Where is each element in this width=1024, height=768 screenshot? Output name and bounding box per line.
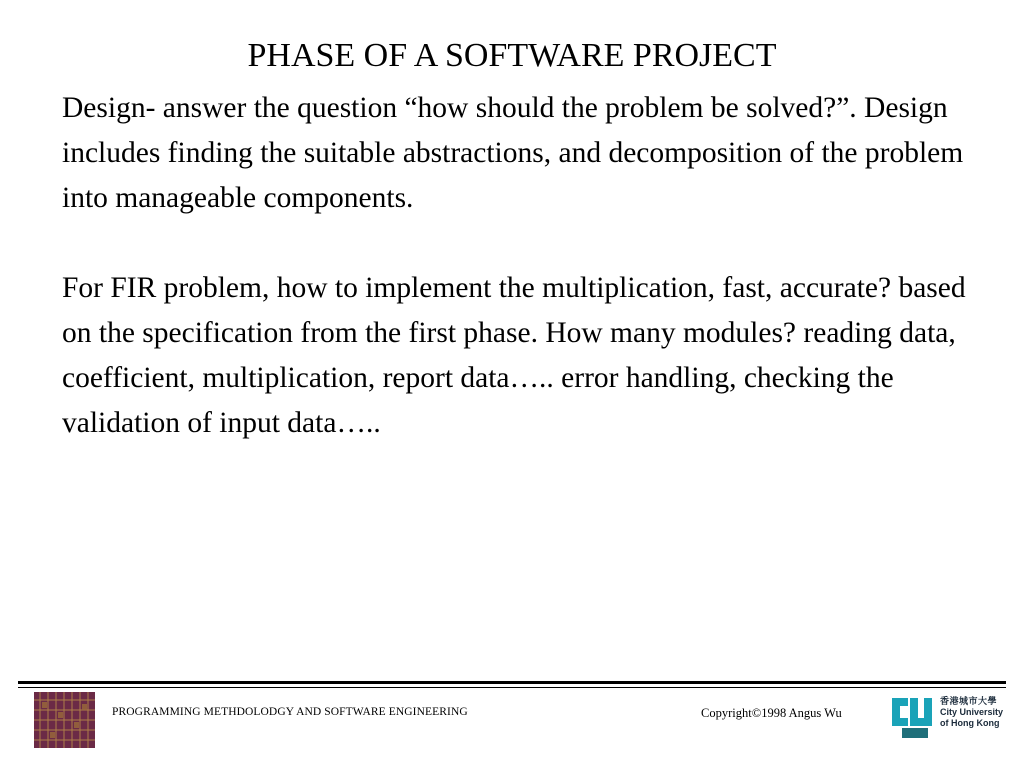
- slide-body: [62, 86, 972, 446]
- logo-english-line2: of Hong Kong: [940, 718, 1000, 728]
- cityu-logo-icon: [888, 692, 936, 744]
- chip-image: [34, 692, 95, 748]
- paragraph-fir: For FIR problem, how to implement the multiplication, fast, accurate? based on the specification from the first phase. How many modules? reading data, coefficient, multiplication, report data….. error handling, checking the validation of input data…..: [62, 272, 966, 439]
- logo-chinese-name: 香港城市大學: [940, 696, 998, 706]
- footer-course-name: PROGRAMMING METHDOLODGY AND SOFTWARE ENGINEERING: [112, 706, 468, 718]
- university-logo: [888, 692, 1008, 744]
- footer-rule-thin: [18, 687, 1006, 688]
- slide-title: PHASE OF A SOFTWARE PROJECT: [247, 37, 777, 74]
- footer-rule-thick: [18, 681, 1006, 684]
- logo-english-line1: City University: [940, 707, 1004, 717]
- footer-copyright: Copyright©1998 Angus Wu: [701, 706, 842, 720]
- paragraph-design: Design- answer the question “how should the problem be solved?”. Design includes finding the suitable abstractions, and decomposition of the problem into manageable components.: [62, 92, 964, 214]
